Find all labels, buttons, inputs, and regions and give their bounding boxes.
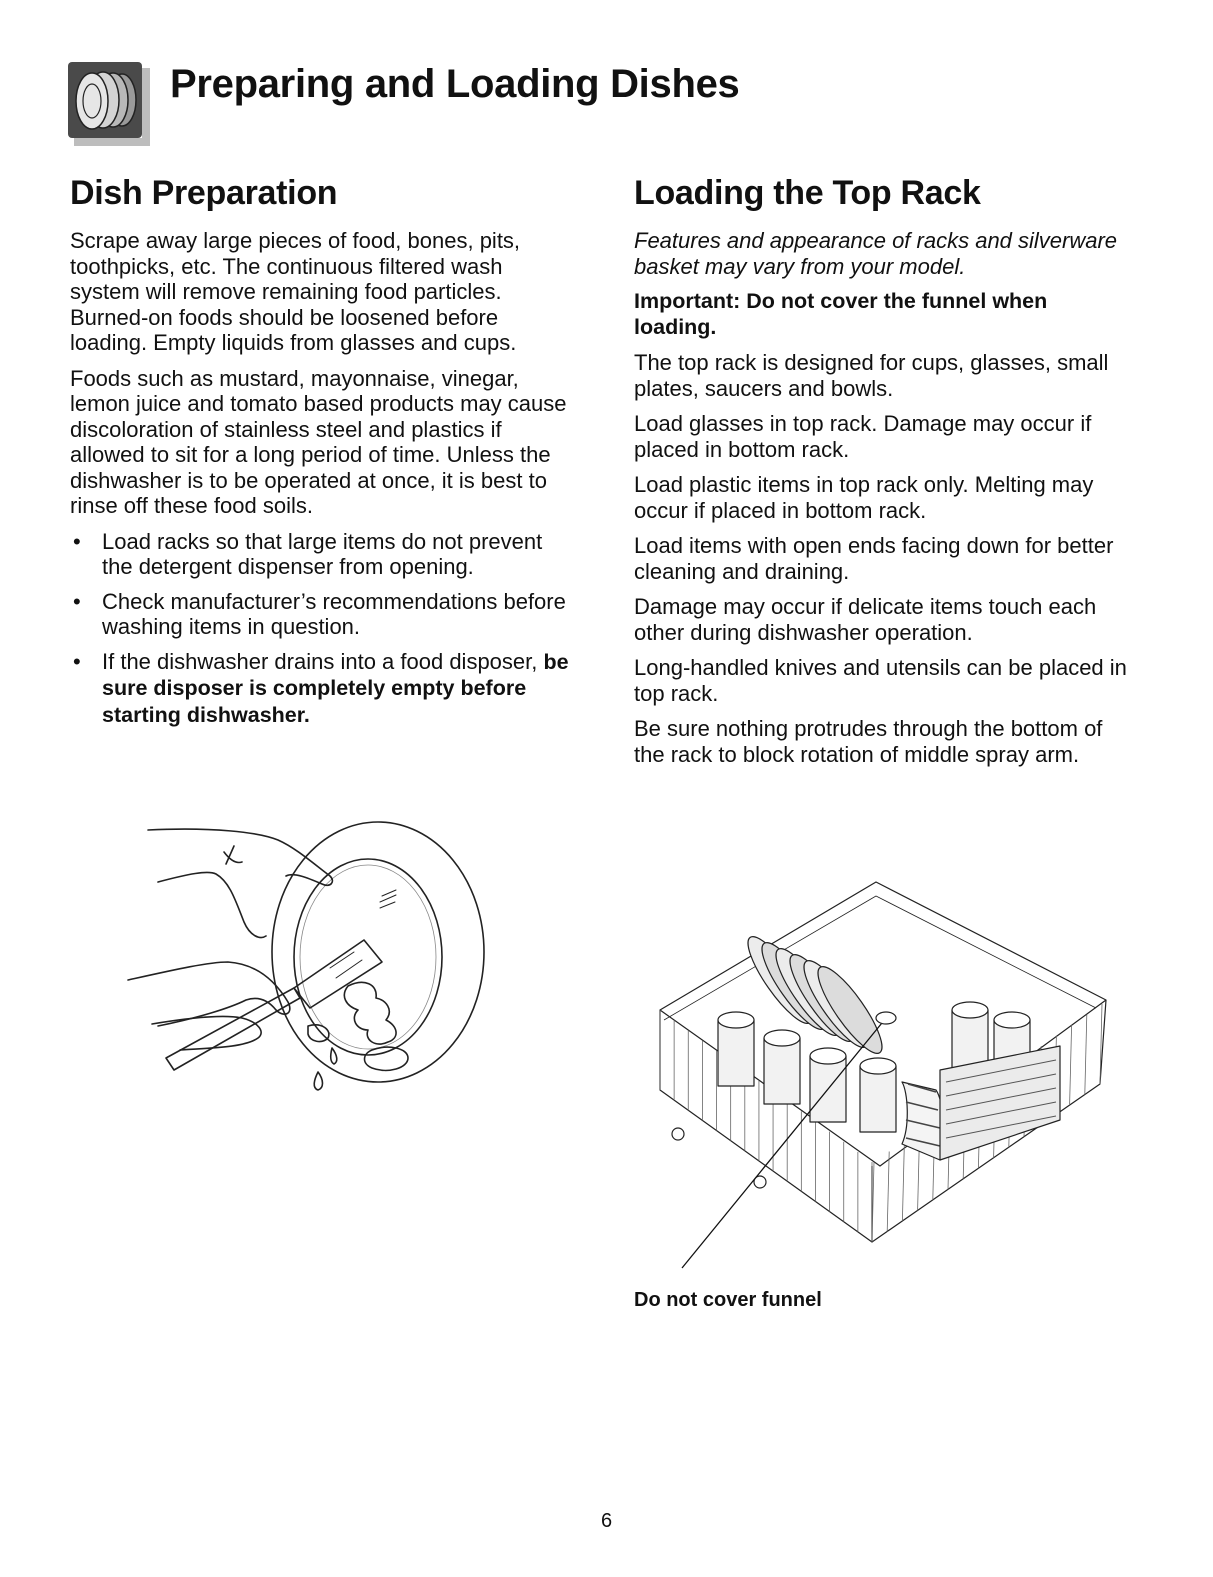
top-rack-illustration xyxy=(640,870,1118,1280)
top-rack-paragraph: Long-handled knives and utensils can be placed in top rack. xyxy=(634,655,1127,706)
disposer-warning: be sure disposer is completely empty before starting dishwasher. xyxy=(102,649,569,727)
top-rack-paragraph: Damage may occur if delicate items touch each other during dishwasher operation. xyxy=(634,594,1097,645)
funnel-warning: Important: Do not cover the funnel when loading. xyxy=(634,289,1048,339)
top-rack-paragraph: Load plastic items in top rack only. Melting may occur if placed in bottom rack. xyxy=(634,472,1094,523)
list-item: • Load racks so that large items do not prevent the detergent dispenser from opening. xyxy=(73,528,543,579)
top-rack-heading: Loading the Top Rack xyxy=(634,174,981,212)
top-rack-paragraph: Be sure nothing protrudes through the bottom of the rack to block rotation of middle spray arm. xyxy=(634,716,1103,767)
bullet-icon: • xyxy=(73,648,81,674)
model-variation-note: Features and appearance of racks and silverware basket may vary from your model. xyxy=(634,228,1118,279)
top-rack-paragraph: Load items with open ends facing down for better cleaning and draining. xyxy=(634,533,1114,584)
dishes-icon xyxy=(68,62,150,148)
list-item: • If the dishwasher drains into a food disposer, be sure disposer is completely empty before starting dishwasher. xyxy=(73,648,569,727)
bullet-icon: • xyxy=(73,528,81,554)
illustration-caption: Do not cover funnel xyxy=(634,1289,822,1311)
dish-preparation-list xyxy=(70,529,570,729)
dish-preparation-heading: Dish Preparation xyxy=(70,174,338,212)
dish-preparation-section xyxy=(70,174,570,737)
page-title: Preparing and Loading Dishes xyxy=(170,62,740,106)
list-item: • Check manufacturer’s recommendations before washing items in question. xyxy=(73,588,566,639)
dish-preparation-paragraph: Scrape away large pieces of food, bones, pits, toothpicks, etc. The continuous filtered wash system will remove remaining food particles. Burned-on foods should be loosened before loading. Empty liquids from glasses and cups. xyxy=(70,228,521,355)
page-number: 6 xyxy=(600,1510,613,1532)
bullet-icon: • xyxy=(73,588,81,614)
scraping-plate-illustration xyxy=(118,812,493,1107)
top-rack-section xyxy=(634,174,1134,777)
top-rack-paragraph: Load glasses in top rack. Damage may occur if placed in bottom rack. xyxy=(634,411,1092,462)
dish-preparation-paragraph: Foods such as mustard, mayonnaise, vinegar, lemon juice and tomato based products may cause discoloration of stainless steel and plastics if allowed to sit for a long period of time. Unless the dishwasher is to be operated at once, it is best to rinse off these food soils. xyxy=(70,365,567,518)
top-rack-paragraph: The top rack is designed for cups, glasses, small plates, saucers and bowls. xyxy=(634,350,1109,401)
